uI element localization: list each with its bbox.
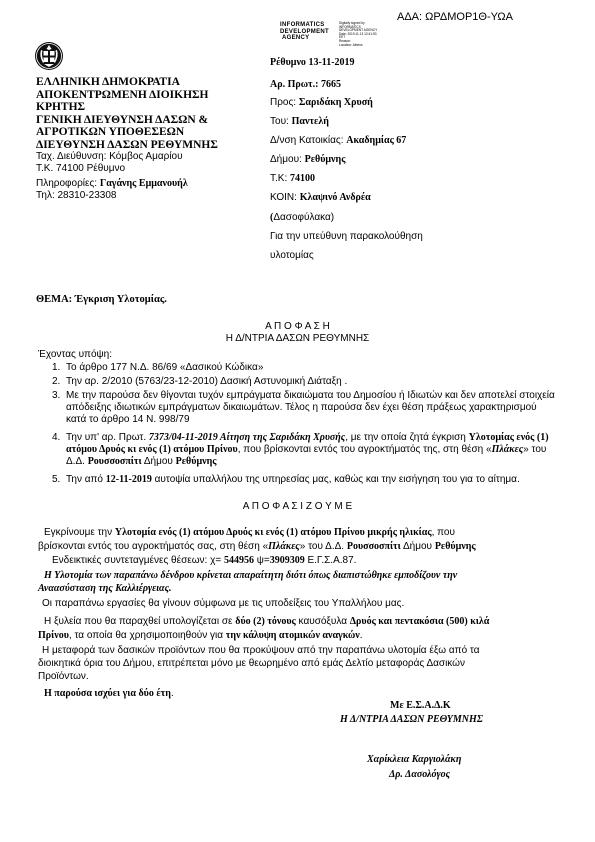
transport-line-2: διοικητικά όρια του Δήμου, επιτρέπεται μόνο με θεωρημένο από εμάς Δελτίο μεταφοράς Δασικών	[38, 658, 465, 669]
decision-title: Α Π Ο Φ Α Σ Η	[265, 321, 330, 332]
text-part: Εγκρίνουμε την	[44, 527, 115, 538]
application-ref: 7373/04-11-2019 Αίτηση της Σαριδάκη Χρυσής	[148, 432, 346, 443]
village-name: Ρουσσοσπίτι	[346, 541, 401, 552]
recipient-father	[270, 116, 423, 135]
sender-line: ΑΠΟΚΕΝΤΡΩΜΕΝΗ ΔΙΟΙΚΗΣΗ	[36, 88, 209, 101]
text-part: , που βρίσκονται εντός του αγροκτήματός της, στη θέση «	[237, 444, 492, 455]
recipient-to	[270, 97, 423, 116]
signature-detail: DEVELOPMENT AGENCY	[339, 28, 378, 33]
sender-address: Ταχ. Διεύθυνση: Κόμβος Αμαρίου	[36, 151, 183, 162]
text-part: Δήμου	[141, 456, 176, 467]
municipality-label: Δήμου:	[270, 154, 305, 165]
usage-purpose: την κάλυψη ατομικών αναγκών	[225, 630, 360, 641]
approved-felling: Υλοτομία ενός (1) ατόμου Δρυός κι ενός (1) ατόμου Πρίνου μικρής ηλικίας	[114, 527, 432, 538]
text-part: , τα οποία θα χρησιμοποιηθούν για	[68, 630, 226, 641]
cc-role-bracket: (	[270, 212, 274, 223]
to-name: Σαριδάκη Χρυσή	[298, 97, 373, 108]
digital-signature-stamp	[280, 22, 329, 42]
item-text	[66, 474, 556, 486]
signatory-title: Δρ. Δασολόγος	[389, 769, 451, 780]
approval-line-1	[44, 527, 455, 539]
postcode-label: Τ.Κ:	[270, 173, 291, 184]
text-part: καυσόξυλα	[295, 616, 350, 627]
text-part: Ενδεικτικές συντεταγμένες θέσεων: χ=	[52, 555, 224, 566]
cc-name: Κλαψινό Ανδρέα	[299, 192, 371, 203]
text-part: » του Δ.Δ.	[66, 444, 547, 467]
address-label: Δ/νση Κατοικίας:	[270, 135, 347, 146]
logo-line: AGENCY	[282, 35, 310, 41]
protocol-value: 7665	[320, 79, 341, 90]
date-value: 13-11-2019	[308, 57, 355, 68]
signature-detail: EET	[339, 35, 346, 40]
recipient-block	[270, 57, 423, 262]
justification-line-1: Η Υλοτομία των παραπάνω δένδρου κρίνεται απαραίτητη διότι όπως διαπιστώθηκε εμποδίζουν την	[44, 570, 458, 581]
greek-emblem-icon	[34, 41, 64, 71]
recipient-address	[270, 135, 423, 154]
coordinates-line	[52, 555, 356, 567]
coordinate-y: 3909309	[269, 555, 305, 566]
cc-role	[270, 212, 423, 231]
signature-detail: Reason:	[339, 38, 351, 43]
text-part: ψ=	[253, 555, 270, 566]
justification-line-2: Αναασύσταση της Καλλιέργειας.	[38, 583, 172, 594]
timber-line-2	[38, 630, 363, 642]
village-name: Ρουσσοσπίτι	[87, 456, 142, 467]
text-part: Ε.Γ.Σ.Α.87.	[304, 555, 357, 566]
item-number: 5.	[52, 474, 61, 485]
recipient-municipality	[270, 154, 423, 173]
address-value: Ακαδημίας 67	[346, 135, 407, 146]
validity-line	[44, 688, 174, 700]
text-part: Δήμου	[400, 541, 435, 552]
sender-line: ΑΓΡΟΤΙΚΩΝ ΥΠΟΘΕΣΕΩΝ	[36, 126, 185, 138]
decision-subtitle: Η Δ/ΝΤΡΙΑ ΔΑΣΩΝ ΡΕΘΥΜΝΗΣ	[225, 333, 370, 344]
info-name: Γαγάνης Εμμανουήλ	[99, 178, 188, 189]
text-part: Η ξυλεία που θα παραχθεί υπολογίζεται σε	[44, 616, 236, 627]
signature-detail: Digitally signed by	[339, 21, 365, 25]
text-part: .	[170, 688, 174, 699]
cc-label: ΚΟΙΝ:	[270, 192, 300, 203]
subject-line	[36, 293, 167, 306]
transport-line-3: Προϊόντων.	[38, 671, 89, 682]
logo-line: INFORMATICS	[280, 22, 325, 28]
sender-postcode: Τ.Κ. 74100 Ρέθυμνο	[36, 163, 126, 174]
subject-text: Έγκριση Υλοτομίας.	[74, 294, 167, 305]
cc-note: υλοτομίας	[270, 250, 314, 261]
cc-recipient	[270, 192, 423, 212]
recipient-postcode	[270, 173, 423, 192]
considering-label: Έχοντας υπόψη:	[38, 349, 112, 360]
inspection-date: 12-11-2019	[105, 474, 152, 485]
species-name: Πρίνου	[38, 630, 69, 641]
sender-block	[36, 76, 218, 202]
date-label: Ρέθυμνο	[270, 57, 309, 68]
item-number: 1.	[52, 362, 61, 373]
item-number: 3.	[52, 390, 61, 401]
sender-line: ΚΡΗΤΗΣ	[36, 101, 86, 113]
item-text: Το άρθρο 177 Ν.Δ. 86/69 «Δασικού Κώδικα»	[66, 362, 264, 373]
location-name: Πλάκες	[268, 541, 300, 552]
sender-line: ΓΕΝΙΚΗ ΔΙΕΥΘΥΝΣΗ ΔΑΣΩΝ &	[36, 113, 209, 126]
works-note: Οι παραπάνω εργασίες θα γίνουν σύμφωνα με τις υποδείξεις του Υπαλλήλου μας.	[42, 598, 405, 609]
postcode-value: 74100	[290, 173, 316, 184]
municipality-name: Ρεθύμνης	[434, 541, 476, 552]
item-text: Την αρ. 2/2010 (5763/23-12-2010) Δασική Αστυνομική Διάταξη .	[66, 376, 348, 387]
text-part: » του Δ.Δ.	[299, 541, 347, 552]
transport-line-1: Η μεταφορά των δασικών προϊόντων που θα προκύψουν από την παραπάνω υλοτομία έξω από τα	[42, 645, 480, 656]
doc-date	[270, 57, 423, 79]
sender-info	[36, 178, 218, 190]
municipality-name: Ρεθύμνης	[175, 456, 217, 467]
signatory-name: Χαρίκλεια Καργιολάκη	[367, 754, 462, 765]
father-name: Παντελή	[291, 116, 329, 127]
text-part: , με την οποία ζητά έγκριση	[345, 432, 469, 443]
father-label: Του:	[270, 116, 292, 127]
text-part: Την υπ' αρ. Πρωτ.	[66, 432, 149, 443]
validity-text: Η παρούσα ισχύει για δύο έτη	[44, 688, 171, 699]
info-label: Πληροφορίες:	[36, 178, 100, 189]
municipality-value: Ρεθύμνης	[304, 154, 346, 165]
sender-phone: Τηλ: 28310-23308	[36, 190, 117, 201]
timber-species: Δρυός και πεντακόσια (500) κιλά	[349, 616, 490, 627]
location-name: Πλάκες	[491, 444, 524, 455]
signature-detail: INFORMATICS	[339, 24, 361, 29]
to-label: Προς:	[270, 97, 299, 108]
signature-authority: Με Ε.Σ.Α.Δ.Κ	[390, 700, 451, 711]
protocol-number	[270, 79, 423, 97]
sender-line: ΕΛΛΗΝΙΚΗ ΔΗΜΟΚΡΑΤΙΑ	[36, 76, 180, 88]
signature-role: Η Δ/ΝΤΡΙΑ ΔΑΣΩΝ ΡΕΘΥΜΝΗΣ	[340, 714, 483, 725]
sender-line: ΔΙΕΥΘΥΝΣΗ ΔΑΣΩΝ ΡΕΘΥΜΝΗΣ	[36, 138, 218, 151]
text-part: .	[359, 630, 363, 641]
approval-line-2	[38, 541, 476, 553]
protocol-label: Αρ. Πρωτ.:	[270, 79, 321, 90]
logo-line: DEVELOPMENT	[280, 28, 329, 35]
item-number: 4.	[52, 432, 61, 443]
digital-signature-details	[339, 22, 377, 47]
subject-label: ΘΕΜΑ:	[36, 294, 75, 305]
coordinate-x: 544956	[223, 555, 254, 566]
item-text	[66, 432, 556, 468]
text-part: Την από	[66, 474, 106, 485]
text-part: βρίσκονται εντός του αγροκτήματός σας, στη θέση «	[38, 541, 269, 552]
cc-note: Για την υπεύθυνη παρακολούθηση	[270, 231, 423, 242]
signature-detail: Location: Athens	[339, 42, 363, 47]
signature-detail: Date: 2019.11.13 12:41:53	[339, 31, 377, 36]
timber-amount: δύο (2) τόνους	[235, 616, 296, 627]
cc-role-text: Δασοφύλακα)	[273, 212, 335, 223]
item-text: Με την παρούσα δεν θίγονται τυχόν εμπράγματα δικαιώματα του Δημοσίου ή Ιδιωτών και δεν αποτελεί στοιχεία απόδειξης ιδιωτικών εμπράγματων δικαιωμάτων. Τέλος η παρούσα δεν έχει θέση πράξεως χαρακτηρισμού κατά το άρθρο 14 Ν. 998/79	[66, 390, 555, 425]
felling-subject: Υλοτομίας ενός (1) ατόμου Δρυός κι ενός (1) ατόμου Πρίνου	[66, 432, 549, 455]
text-part: αυτοψία υπαλλήλου της υπηρεσίας μας, καθώς και την εισήγηση του για το αίτημα.	[151, 474, 520, 485]
decide-title: Α Π Ο Φ Α Σ Ι Ζ Ο Υ Μ Ε	[242, 501, 353, 512]
item-number: 2.	[52, 376, 61, 387]
ada-code: ΑΔΑ: ΩΡΔΜΟΡ1Θ-ΥΩΑ	[397, 11, 513, 23]
text-part: , που	[431, 527, 455, 538]
timber-line-1	[44, 616, 489, 628]
